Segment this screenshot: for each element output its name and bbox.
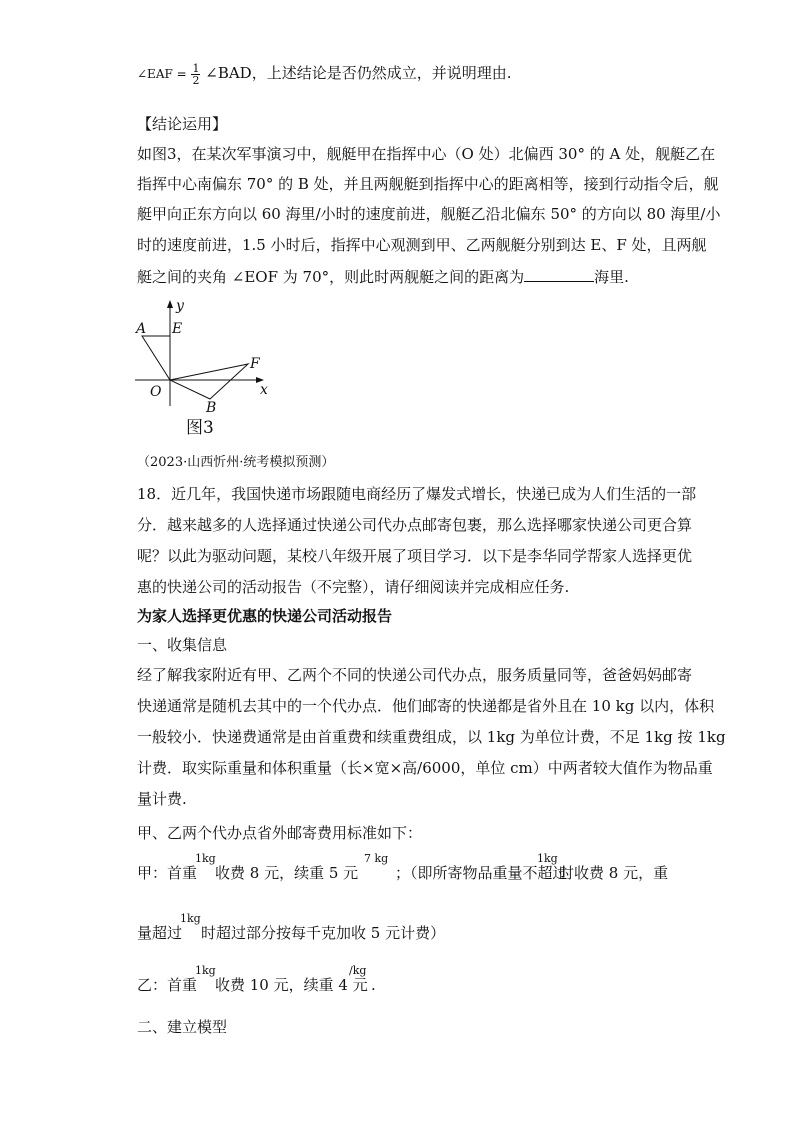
q18-line: 18．近几年，我国快递市场跟随电商经历了爆发式增长，快递已成为人们生活的一部	[137, 485, 697, 503]
rate-jia: 甲：首重 1kg 收费 8 元，续重 5 元 7 kg ；（即所寄物品重量不超过 1kg 时收费 8 元，重	[137, 852, 669, 882]
answer-blank	[524, 267, 594, 282]
label-y: y	[176, 298, 184, 314]
q18-line: 呢？以此为驱动问题，某校八年级开展了项目学习．以下是李华同学帮家人选择更优	[137, 547, 693, 565]
triangle-oae	[142, 336, 170, 380]
label-a: A	[136, 321, 147, 337]
figure-caption: 图3	[186, 418, 214, 438]
section-2-title: 二、建立模型	[137, 1018, 228, 1036]
label-x: x	[260, 382, 268, 398]
section-heading: 【结论运用】	[137, 115, 228, 133]
para-line: 艇之间的夹角 ∠EOF 为 70°，则此时两舰艇之间的距离为 海里.	[137, 268, 629, 286]
info-line: 一般较小．快递费通常是由首重费和续重费组成，以 1kg 为单位计费，不足 1kg 按 1kg	[137, 728, 726, 746]
y-axis-arrow	[167, 300, 173, 308]
rate-yi: 乙：首重 1kg 收费 10 元，续重 4 元 /kg .	[137, 964, 376, 994]
label-f: F	[250, 356, 260, 372]
standard-intro: 甲、乙两个代办点省外邮寄费用标准如下：	[137, 824, 423, 842]
info-line: 量计费.	[137, 790, 187, 808]
q18-line: 惠的快递公司的活动报告（不完整），请仔细阅读并完成相应任务.	[137, 578, 570, 596]
line-eaf: ∠EAF = $\frac{1}{2}$ ∠BAD，上述结论是否仍然成立，并说明理由.	[137, 61, 512, 87]
rate-jia-continued: 量超过 1kg 时超过部分按每千克加收 5 元计费）	[137, 912, 446, 942]
source-note: （2023·山西忻州·统考模拟预测）	[137, 455, 335, 470]
info-line: 计费．取实际重量和体积重量（长×宽×高/6000，单位 cm）中两者较大值作为物品重	[137, 759, 713, 777]
label-e: E	[172, 321, 183, 337]
report-title: 为家人选择更优惠的快递公司活动报告	[137, 607, 393, 625]
label-o: O	[150, 384, 162, 400]
section-1-title: 一、收集信息	[137, 636, 228, 654]
triangle-obf	[170, 364, 248, 399]
info-line: 快递通常是随机去其中的一个代办点．他们邮寄的快递都是省外且在 10 kg 以内，体积	[137, 697, 715, 715]
para-line: 指挥中心南偏东 70° 的 B 处，并且两舰艇到指挥中心的距离相等，接到行动指令后，舰	[137, 175, 719, 193]
info-line: 经了解我家附近有甲、乙两个不同的快递公司代办点，服务质量同等，爸爸妈妈邮寄	[137, 666, 693, 684]
para-line: 如图3，在某次军事演习中，舰艇甲在指挥中心（O 处）北偏西 30° 的 A 处，舰艇乙在	[137, 145, 716, 163]
q18-line: 分．越来越多的人选择通过快递公司代办点邮寄包裹，那么选择哪家快递公司更合算	[137, 516, 693, 534]
para-line: 时的速度前进，1.5 小时后，指挥中心观测到甲、乙两舰艇分别到达 E、F 处，且两舰	[137, 236, 707, 254]
label-b: B	[206, 400, 217, 416]
fraction: $\frac{1}{2}$	[192, 61, 200, 87]
para-line: 艇甲向正东方向以 60 海里/小时的速度前进，舰艇乙沿北偏东 50° 的方向以 80 海里/小	[137, 205, 721, 223]
